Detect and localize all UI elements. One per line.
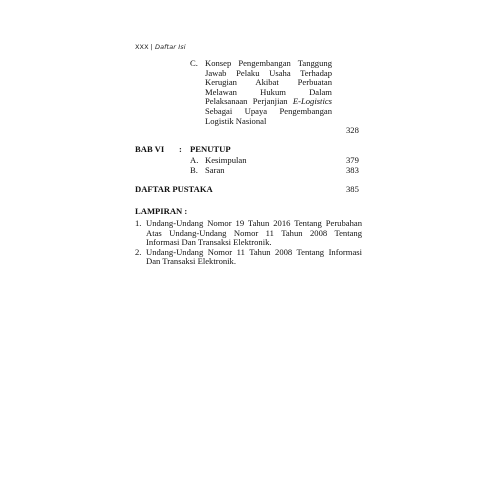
- lampiran-item-text: Undang-Undang Nomor 11 Tahun 2008 Tentang Informasi Dan Transaksi Elektronik.: [146, 246, 362, 267]
- toc-entry-c-title-part1: Konsep Pengembangan Tanggung Jawab Pelaku Usaha Terhadap Kerugian Akibat Perbuatan Melawan Hukum Dalam Pelaksanaan Perjanjian: [205, 58, 332, 107]
- bab-vi-colon: :: [179, 144, 182, 154]
- daftar-pustaka-title: DAFTAR PUSTAKA: [135, 184, 213, 194]
- bab-vi-label: BAB VI: [135, 144, 165, 154]
- header-separator: |: [150, 43, 153, 51]
- lampiran-item-text: Undang-Undang Nomor 19 Tahun 2016 Tentang Perubahan Atas Undang-Undang Nomor 11 Tahun 2008 Tentang Informasi Dan Transaksi Elektronik.: [146, 218, 362, 248]
- toc-item-a-title: Kesimpulan: [205, 155, 247, 165]
- toc-entry-c-title: [205, 59, 332, 126]
- lampiran-list: [135, 219, 362, 267]
- toc-item-b-marker: B.: [190, 165, 198, 175]
- toc-item-b-page: 383: [346, 165, 359, 175]
- bab-vi-title: PENUTUP: [190, 144, 231, 154]
- toc-entry-c-marker: C.: [190, 58, 198, 68]
- lampiran-item-number: 1.: [135, 218, 142, 228]
- header-section: Daftar Isi: [154, 43, 186, 51]
- toc-entry-c-page: 328: [346, 125, 359, 136]
- lampiran-item: [135, 219, 362, 248]
- toc-entry-c-title-italic: E-Logistics: [292, 96, 332, 107]
- toc-item-a-page: 379: [346, 155, 359, 165]
- daftar-pustaka-page: 385: [346, 184, 359, 194]
- lampiran-item-number: 2.: [135, 246, 142, 257]
- lampiran-title: LAMPIRAN :: [135, 206, 188, 216]
- toc-item-a-marker: A.: [190, 155, 199, 165]
- toc-entry-c-title-part2: Sebagai Upaya Pengembangan Logistik Nasional: [205, 105, 332, 126]
- toc-item-b-title: Saran: [205, 165, 225, 175]
- lampiran-item: [135, 248, 362, 267]
- running-header: [135, 43, 186, 51]
- header-code: XXX: [135, 43, 149, 51]
